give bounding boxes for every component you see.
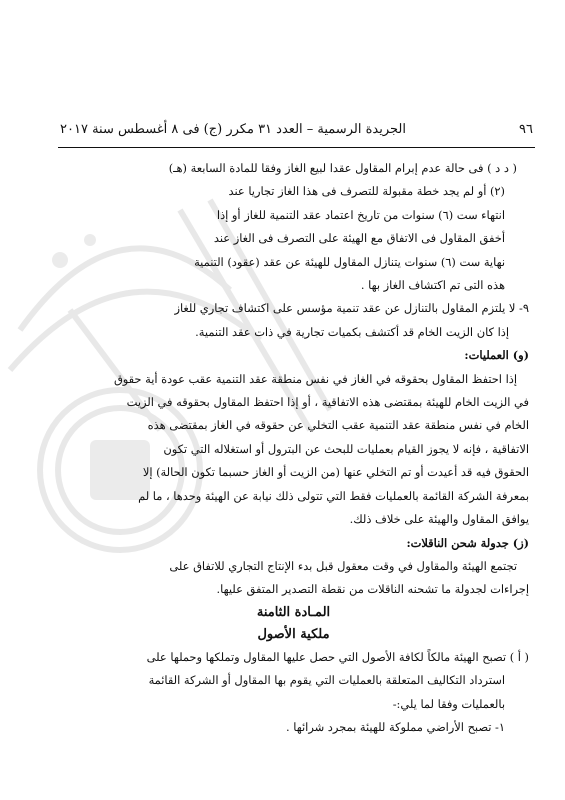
operations-paragraph-line: في الزيت الخام للهيئة بمقتضى هذه الاتفاقية ، أو إذا احتفظ المقاول بحقوقه في الزيت — [126, 395, 529, 410]
clause-a-line: استرداد التكاليف المتعلقة بالعمليات التي يقوم بها المقاول أو الشركة القائمة — [148, 673, 505, 688]
clause-dd-line: ( د د ) فى حالة عدم إبرام المقاول عقدا لبيع الغاز وفقا للمادة السابعة (هـ) — [168, 161, 517, 175]
header-divider — [58, 147, 535, 148]
operations-paragraph-line: إذا احتفظ المقاول بحقوقه في الغاز في نفس منطقة عقد التنمية عقب عودة أية حقوق — [113, 371, 517, 386]
article-title-heading: ملكية الأصول — [257, 626, 330, 642]
tanker-paragraph-line: تجتمع الهيئة والمقاول في وقت معقول قبل بدء الإنتاج التجاري للاتفاق على — [169, 558, 517, 573]
operations-paragraph-line: يوافق المقاول والهيئة على خلاف ذلك. — [349, 512, 529, 527]
article-number-heading: المـادة الثامنة — [256, 604, 331, 620]
operations-paragraph-line: بمعرفة الشركة القائمة بالعمليات فقط التي تتولى ذلك نيابة عن الهيئة وحدها ، ما لم — [138, 488, 529, 503]
article-body — [58, 157, 529, 739]
section-heading-tanker-scheduling: (ز) جدولة شحن الناقلات: — [406, 535, 529, 550]
clause-dd-line: نهاية ست (٦) سنوات يتنازل المقاول للهيئة عن عقد (عقود) التنمية — [194, 254, 505, 269]
operations-paragraph-line: الاتفاقية ، فإنه لا يجوز القيام بعمليات للبحث عن البترول أو استغلاله التي تكون — [163, 441, 529, 456]
clause-9-line: إذا كان الزيت الخام قد أكتشف بكميات تجارية في ذات عقد التنمية. — [195, 324, 509, 339]
operations-paragraph-line: الخام في نفس منطقة عقد التنمية عقب التخلي عن حقوقه في الغاز بمقتضى هذه — [147, 418, 529, 433]
clause-a-item-1: ١- تصبح الأراضي مملوكة للهيئة بمجرد شرائها . — [286, 719, 505, 734]
gazette-title: الجريدة الرسمية – العدد ٣١ مكرر (ج) فى ٨ أغسطس سنة ٢٠١٧ — [60, 122, 406, 137]
page-header — [60, 122, 533, 137]
clause-dd-line: (٢) أو لم يجد خطة مقبولة للتصرف فى هذا الغاز تجاريا عند — [228, 184, 505, 199]
clause-9-line: ٩- لا يلتزم المقاول بالتنازل عن عقد تنمية مؤسس على اكتشاف تجاري للغاز — [174, 301, 529, 316]
clause-a-line: بالعمليات وفقا لما يلي:- — [392, 696, 505, 711]
operations-paragraph-line: الحقوق فيه قد أعيدت أو تم التخلي عنها (من الزيت أو الغاز حسبما تكون الحالة) إلا — [142, 465, 529, 480]
clause-dd-line: انتهاء ست (٦) سنوات من تاريخ اعتماد عقد التنمية للغاز أو إذا — [216, 207, 505, 222]
page-number: ٩٦ — [519, 122, 533, 137]
clause-dd-line: هذه التى تم اكتشاف الغاز بها . — [360, 278, 505, 293]
tanker-paragraph-line: إجراءات لجدولة ما تشحنه الناقلات من نقطة التصدير المتفق عليها. — [216, 582, 529, 597]
section-heading-operations: (و) العمليات: — [464, 348, 529, 363]
clause-a-line: ( أ ) تصبح الهيئة مالكاً لكافة الأصول التي حصل عليها المقاول وتملكها وحملها على — [146, 649, 529, 664]
clause-dd-line: أخفق المقاول فى الاتفاق مع الهيئة على التصرف فى الغاز عند — [213, 231, 505, 246]
